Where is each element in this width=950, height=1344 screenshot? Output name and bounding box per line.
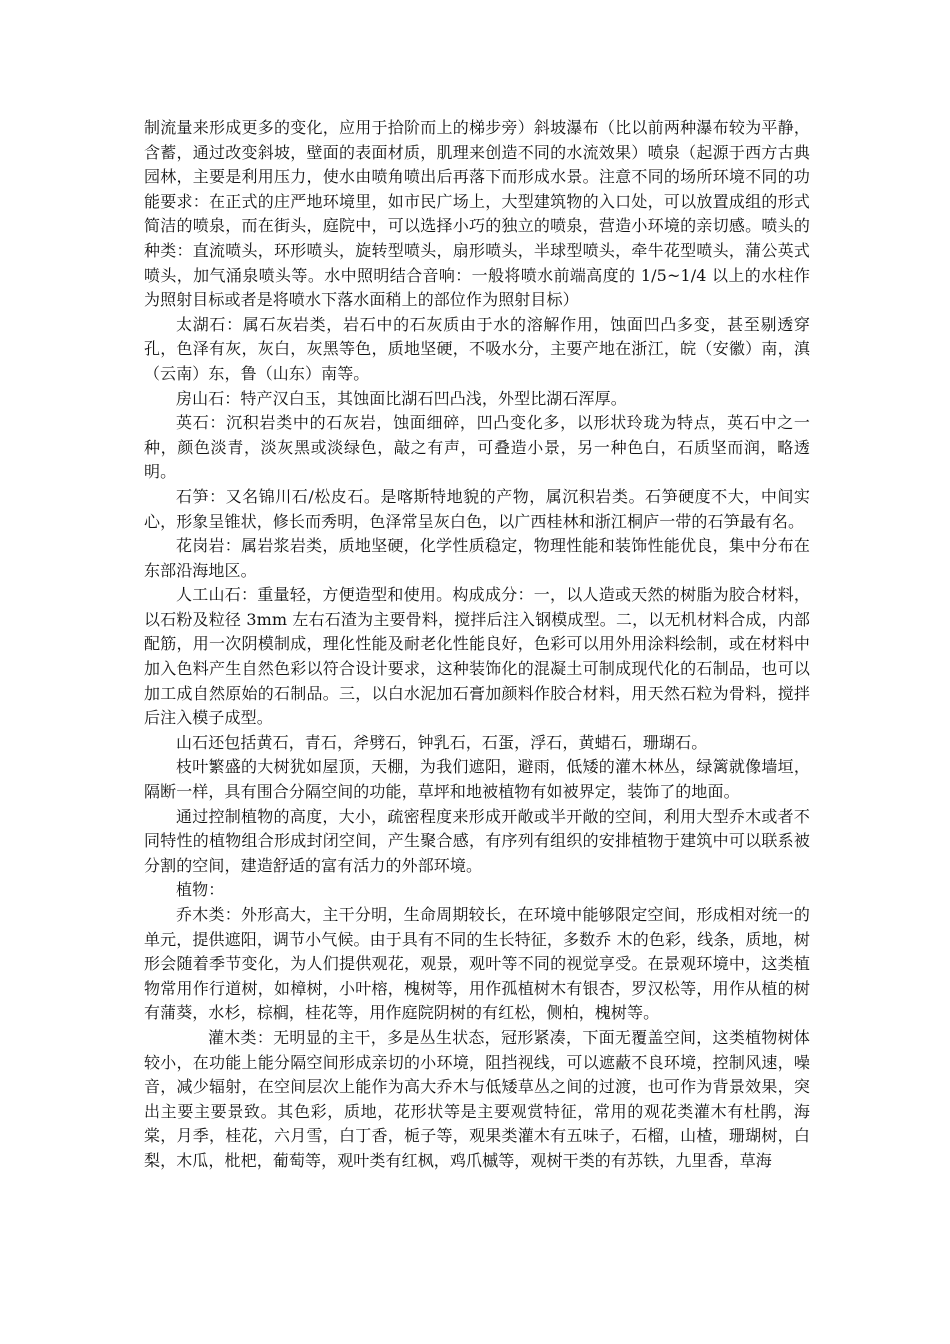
paragraph-taihu-stone: 太湖石：属石灰岩类，岩石中的石灰质由于水的溶解作用，蚀面凹凸多变，甚至剔透穿孔，色泽有灰，灰白，灰黑等色，质地坚硬，不吸水分，主要产地在浙江，皖（安徽）南，滇（云南）东，鲁（山东）南等。	[144, 314, 810, 383]
paragraph-ying-stone: 英石：沉积岩类中的石灰岩，蚀面细碎，凹凸变化多，以形状玲珑为特点，英石中之一种，颜色淡青，淡灰黑或淡绿色，敲之有声，可叠造小景，另一种色白，石质坚而润，略透明。	[144, 413, 810, 482]
paragraph-stone-bamboo: 石笋：又名锦川石/松皮石。是喀斯特地貌的产物，属沉积岩类。石笋硬度不大，中间实心，形象呈锥状，修长而秀明，色泽常呈灰白色，以广西桂林和浙江桐庐一带的石笋最有名。	[144, 486, 810, 531]
paragraph-artificial-rock: 人工山石：重量轻，方便造型和使用。构成成分：一，以人造或天然的树脂为胶合材料，以石粉及粒径 3mm 左右石渣为主要骨料，搅拌后注入钢模成型。二，以无机材料合成，内部配筋，用一次阴模制成，理化性能及耐老化性能良好，色彩可以用外用涂料绘制，或在材料中加入色料产生自然色彩以符合设计要求，这种装饰化的混凝土可制成现代化的石制品，也可以加工成自然原始的石制品。三，以白水泥加石膏加颜料作胶合材料，用天然石粒为骨料，搅拌后注入模子成型。	[144, 585, 810, 728]
paragraph-fangshan-stone: 房山石：特产汉白玉，其蚀面比湖石凹凸浅，外型比湖石浑厚。	[176, 388, 627, 408]
paragraph-fountain-continued: 制流量来形成更多的变化，应用于拾阶而上的梯步旁）斜坡瀑布（比以前两种瀑布较为平静，含蓄，通过改变斜坡，壁面的表面材质，肌理来创造不同的水流效果）喷泉（起源于西方古典园林，主要是利用压力，使水由喷角喷出后再落下而形成水景。注意不同的场所环境不同的功能要求：在正式的庄严地环境里，如市民广场上，大型建筑物的入口处，可以放置成组的形式简洁的喷泉，而在街头，庭院中，可以选择小巧的独立的喷泉，营造小环境的亲切感。喷头的种类：直流喷头，环形喷头，旋转型喷头，扇形喷头，半球型喷头，牵牛花型喷头，蒲公英式喷头，加气涌泉喷头等。水中照明结合音响：一般将喷水前端高度的 1/5~1/4 以上的水柱作为照射目标或者是将喷水下落水面稍上的部位作为照射目标）	[144, 118, 810, 310]
paragraph-granite: 花岗岩：属岩浆岩类，质地坚硬，化学性质稳定，物理性能和装饰性能优良，集中分布在东部沿海地区。	[144, 536, 810, 580]
paragraph-trees: 乔木类：外形高大，主干分明，生命周期较长，在环境中能够限定空间，形成相对统一的单元，提供遮阳，调节小气候。由于具有不同的生长特征，多数乔 木的色彩，线条，质地，树形会随着季节变化，为人们提供观花，观景，观叶等不同的视觉享受。在景观环境中，这类植物常用作行道树，如樟树，小叶榕，槐树等，用作孤植树木有银杏，罗汉松等，用作从植的树有蒲葵，水杉，棕榈，桂花等，用作庭院阴树的有红松，侧柏，槐树等。	[144, 905, 810, 1023]
document-body	[144, 116, 810, 1174]
paragraph-plant-space: 通过控制植物的高度，大小，疏密程度来形成开敞或半开敞的空间，利用大型乔木或者不同特性的植物组合形成封闭空间，产生聚合感，有序列有组织的安排植物于建筑中可以联系被分割的空间，建造舒适的富有活力的外部环境。	[144, 806, 810, 875]
paragraph-other-rocks: 山石还包括黄石，青石，斧劈石，钟乳石，石蛋，浮石，黄蜡石，珊瑚石。	[176, 732, 708, 752]
paragraph-plants-heading: 植物：	[176, 880, 225, 900]
paragraph-shrubs: 灌木类：无明显的主干，多是丛生状态，冠形紧凑，下面无覆盖空间，这类植物树体较小，在功能上能分隔空间形成亲切的小环境，阻挡视线，可以遮蔽不良环境，控制风速，噪音，减少辐射，在空间层次上能作为高大乔木与低矮草丛之间的过渡，也可作为背景效果，突出主要主要景致。其色彩，质地，花形状等是主要观赏特征，常用的观花类灌木有杜鹃，海棠，月季，桂花，六月雪，白丁香，栀子等，观果类灌木有五味子，石榴，山楂，珊瑚树，白梨，木瓜，枇杷，葡萄等，观叶类有红枫，鸡爪槭等，观树干类的有苏铁，九里香，草海	[144, 1027, 810, 1170]
paragraph-tree-canopy: 枝叶繁盛的大树犹如屋顶，天棚，为我们遮阳，避雨，低矮的灌木林丛，绿篱就像墙垣，隔断一样，具有围合分隔空间的功能，草坪和地被植物有如被界定，装饰了的地面。	[144, 757, 810, 802]
